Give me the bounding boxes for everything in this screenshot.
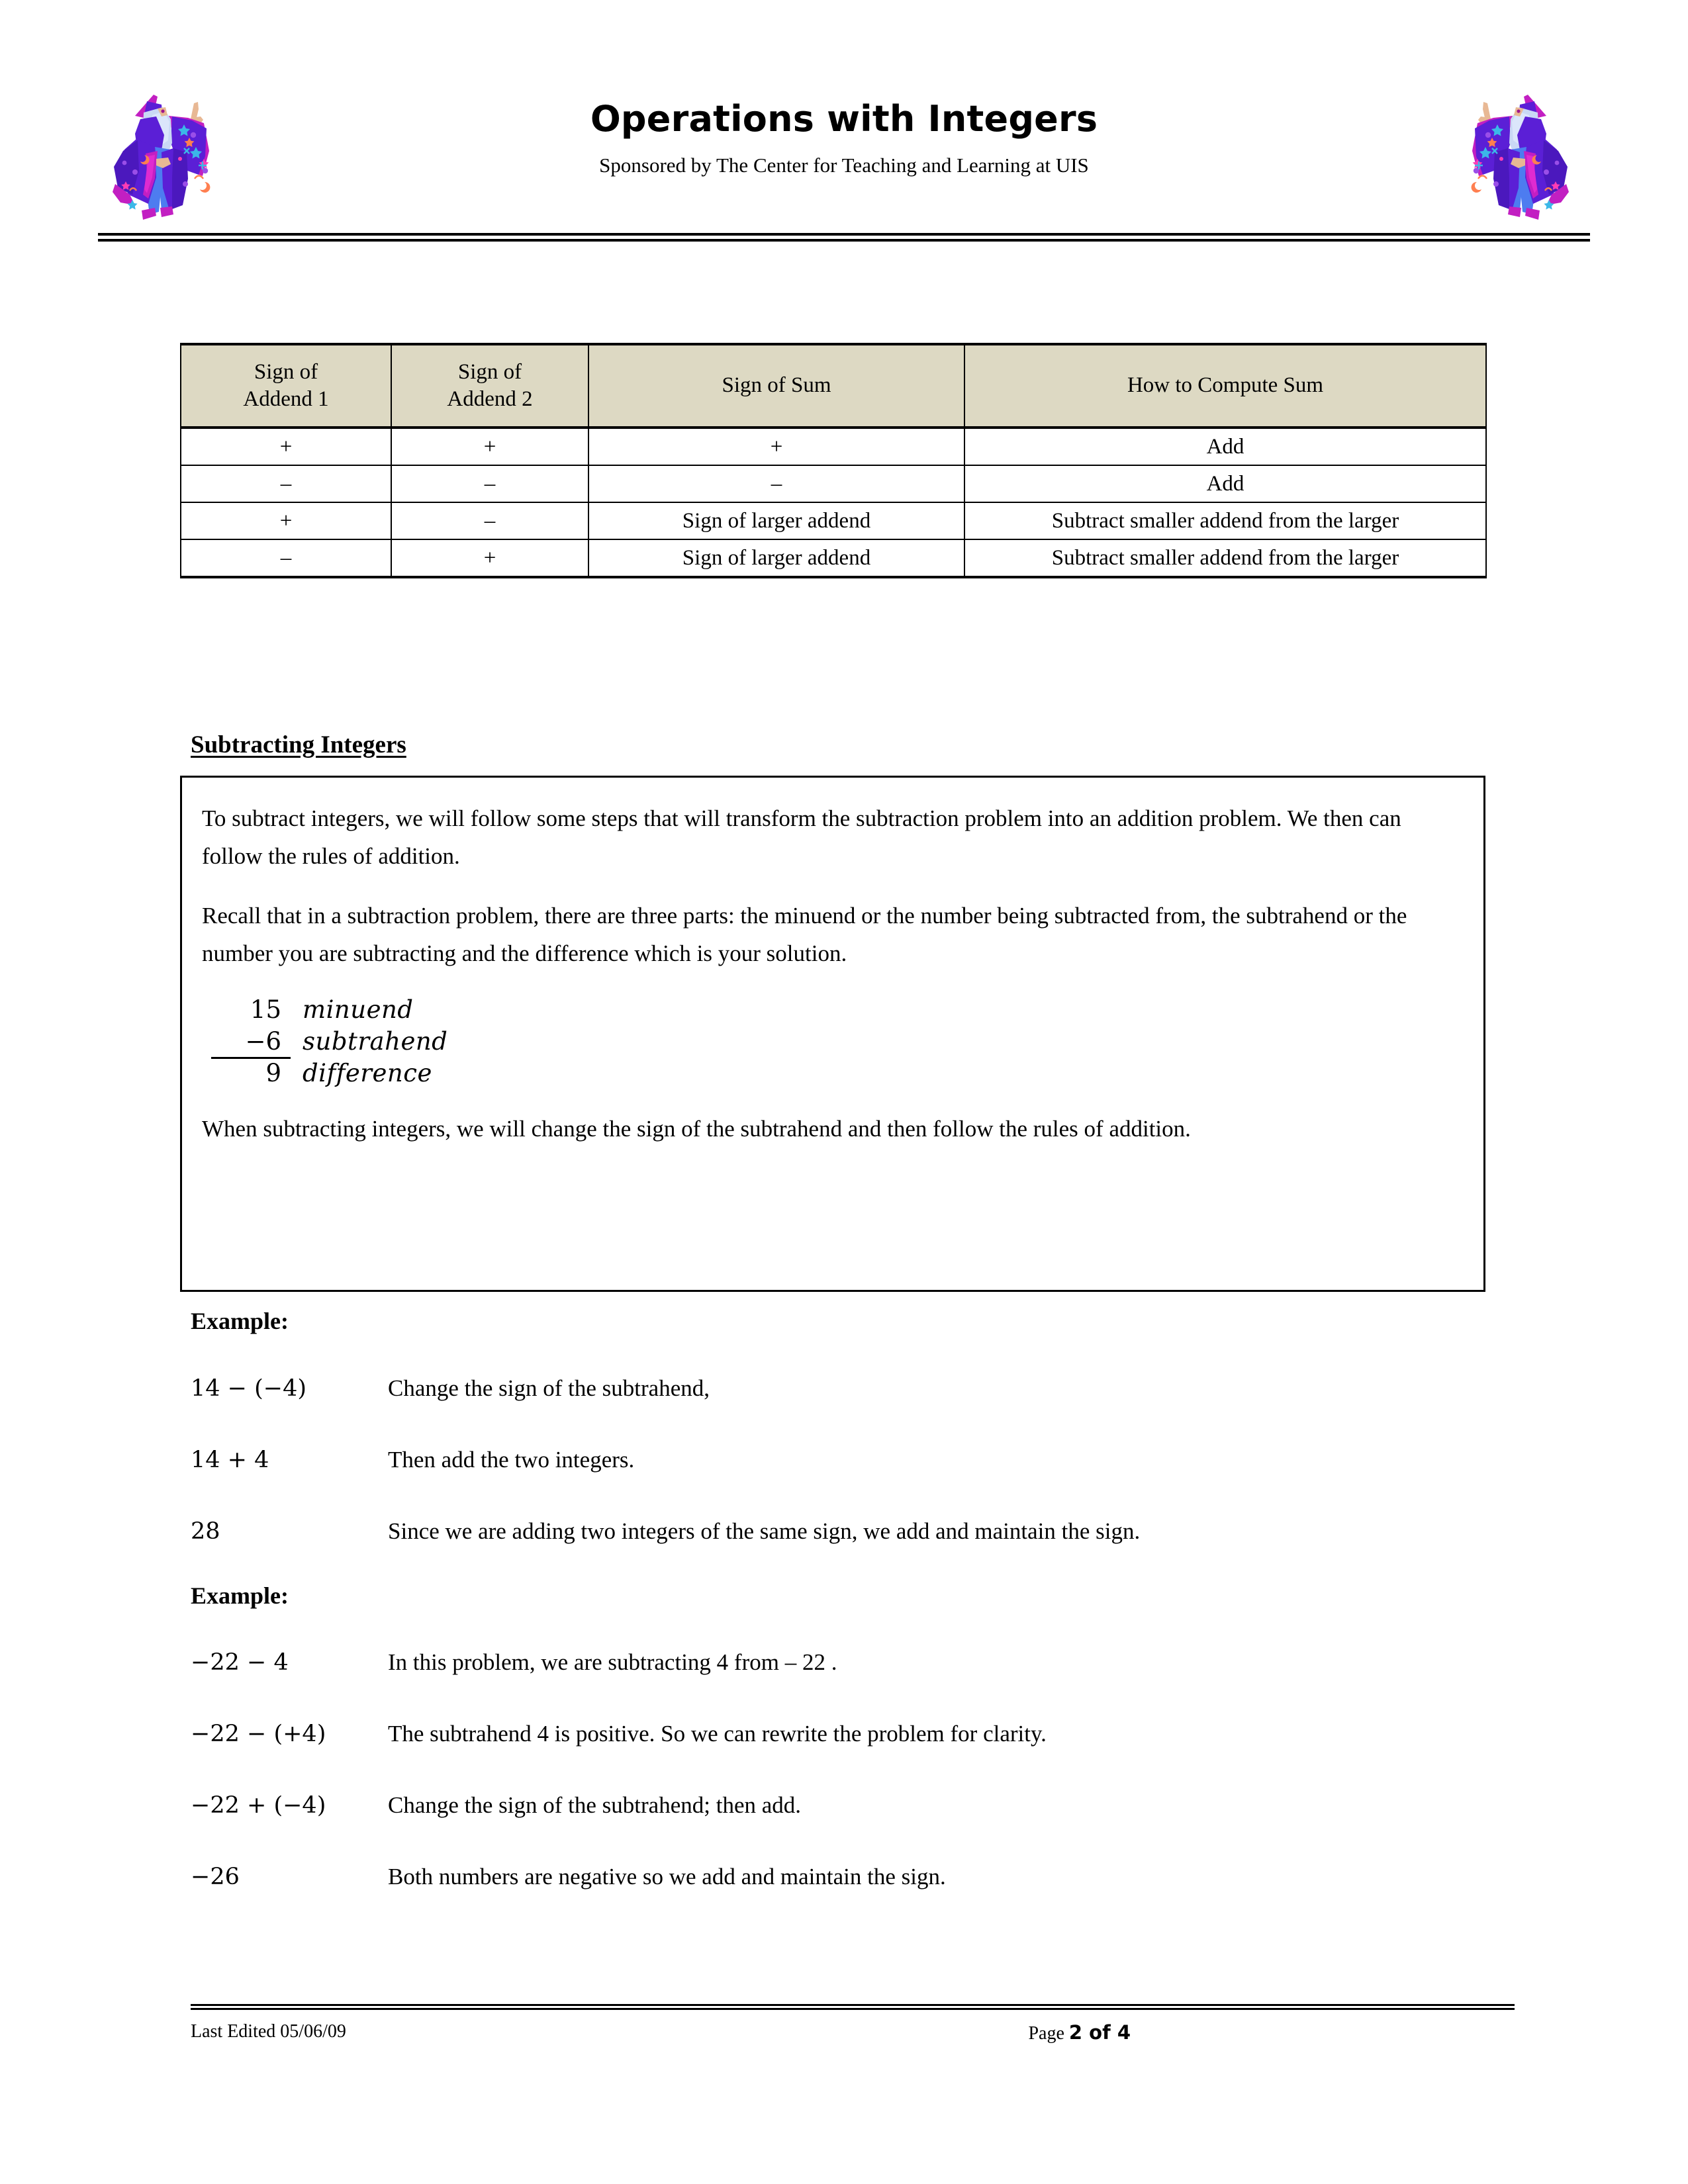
table-row bbox=[181, 502, 1486, 539]
stack-number-difference: 9 bbox=[265, 1058, 281, 1087]
cell-how-to-compute: Add bbox=[964, 465, 1486, 502]
rule-paragraph-1: To subtract integers, we will follow some steps that will transform the subtraction problem into an addition problem. We then can follow the rules of addition. bbox=[202, 805, 1401, 869]
cell-sign-of-sum: Sign of larger addend bbox=[588, 502, 964, 539]
cell-addend2: + bbox=[391, 428, 588, 465]
header-line-2: Addend 1 bbox=[243, 387, 329, 411]
footer-page-indicator bbox=[191, 2021, 1131, 2044]
cell-how-to-compute: Subtract smaller addend from the larger bbox=[964, 502, 1486, 539]
rule-paragraph-2: Recall that in a subtraction problem, there are three parts: the minuend or the number being subtracted from, the subtrahend or the number you are subtracting and the difference which is your solution. bbox=[202, 903, 1407, 967]
stack-number-subtrahend: −6 bbox=[211, 1027, 291, 1059]
example-2-label: Example: bbox=[191, 1582, 289, 1609]
stack-row-subtrahend bbox=[211, 1027, 1464, 1059]
cell-addend2: – bbox=[391, 465, 588, 502]
example-2-step-1-math: −22 − 4 bbox=[191, 1649, 289, 1676]
header-line-2: How to Compute Sum bbox=[1127, 373, 1324, 398]
example-2-step-4-math: −26 bbox=[191, 1864, 240, 1890]
column-header-sign-of-sum bbox=[588, 344, 964, 428]
cell-sign-of-sum: – bbox=[588, 465, 964, 502]
example-2-step-2 bbox=[191, 1721, 1488, 1747]
cell-addend1: + bbox=[181, 428, 391, 465]
cell-how-to-compute: Subtract smaller addend from the larger bbox=[964, 539, 1486, 577]
cell-addend1: – bbox=[181, 465, 391, 502]
example-1-label: Example: bbox=[191, 1308, 289, 1334]
cell-addend2: – bbox=[391, 502, 588, 539]
example-1-step-1 bbox=[191, 1375, 1488, 1402]
section-heading-subtracting-integers: Subtracting Integers bbox=[191, 731, 406, 758]
example-2-step-4-text: Both numbers are negative so we add and maintain the sign. bbox=[388, 1864, 946, 1889]
example-1-step-3-math: 28 bbox=[191, 1518, 220, 1545]
header-divider bbox=[98, 233, 1590, 242]
example-2-step-3-math: −22 + (−4) bbox=[191, 1792, 326, 1819]
subtraction-rules-box bbox=[180, 776, 1485, 1292]
column-header-how-to-compute bbox=[964, 344, 1486, 428]
example-1-step-1-math: 14 − (−4) bbox=[191, 1375, 307, 1402]
column-header-addend2 bbox=[391, 344, 588, 428]
footer-page-number: 2 of 4 bbox=[1068, 2021, 1131, 2044]
cell-sign-of-sum: + bbox=[588, 428, 964, 465]
subtraction-parts-stack bbox=[211, 995, 1464, 1091]
example-2-step-4 bbox=[191, 1864, 1488, 1890]
header-line-2: Addend 2 bbox=[447, 387, 533, 411]
page-subtitle: Sponsored by The Center for Teaching and Learning at UIS bbox=[599, 154, 1089, 177]
example-2-step-3-text: Change the sign of the subtrahend; then add. bbox=[388, 1792, 802, 1818]
cell-addend2: + bbox=[391, 539, 588, 577]
example-1-step-3-text: Since we are adding two integers of the same sign, we add and maintain the sign. bbox=[388, 1518, 1141, 1544]
wizard-icon bbox=[1443, 78, 1575, 230]
stack-label-subtrahend: subtrahend bbox=[303, 1026, 448, 1056]
example-1-step-2-text: Then add the two integers. bbox=[388, 1447, 635, 1473]
example-2-step-2-math: −22 − (+4) bbox=[191, 1721, 326, 1747]
header-line-1: Sign of bbox=[254, 359, 318, 384]
example-2-step-2-text: The subtrahend 4 is positive. So we can rewrite the problem for clarity. bbox=[388, 1721, 1047, 1747]
example-1-step-1-text: Change the sign of the subtrahend, bbox=[388, 1375, 710, 1401]
stack-label-minuend: minuend bbox=[303, 995, 414, 1024]
addition-sign-rules-table bbox=[180, 343, 1487, 578]
page-footer bbox=[191, 2021, 1515, 2061]
cell-how-to-compute: Add bbox=[964, 428, 1486, 465]
example-2-step-3 bbox=[191, 1792, 1488, 1819]
stack-label-difference: difference bbox=[303, 1058, 432, 1087]
footer-last-edited: Last Edited 05/06/09 bbox=[191, 2021, 346, 2042]
example-2-step-1 bbox=[191, 1649, 1488, 1676]
footer-page-prefix: Page bbox=[1028, 2023, 1069, 2044]
header-title-block bbox=[0, 99, 1688, 178]
example-1-step-2-math: 14 + 4 bbox=[191, 1447, 269, 1473]
header-line-1: Sign of bbox=[457, 359, 522, 384]
page-title: Operations with Integers bbox=[590, 98, 1098, 140]
rule-paragraph-3: When subtracting integers, we will change the sign of the subtrahend and then follow the rules of addition. bbox=[202, 1115, 1191, 1142]
stack-row-minuend bbox=[211, 995, 1464, 1027]
header-line-2: Sign of Sum bbox=[722, 373, 831, 398]
example-2-step-1-text: In this problem, we are subtracting 4 from – 22 . bbox=[388, 1649, 837, 1675]
page-header bbox=[0, 0, 1688, 251]
table-row bbox=[181, 465, 1486, 502]
stack-row-difference bbox=[211, 1059, 1464, 1091]
example-1-step-3 bbox=[191, 1518, 1488, 1545]
footer-divider bbox=[191, 2004, 1515, 2010]
column-header-addend1 bbox=[181, 344, 391, 428]
cell-addend1: + bbox=[181, 502, 391, 539]
cell-addend1: – bbox=[181, 539, 391, 577]
cell-sign-of-sum: Sign of larger addend bbox=[588, 539, 964, 577]
table-row bbox=[181, 428, 1486, 465]
table-row bbox=[181, 539, 1486, 577]
stack-number-minuend: 15 bbox=[250, 995, 281, 1024]
example-1-step-2 bbox=[191, 1447, 1488, 1473]
table-header-row bbox=[181, 344, 1486, 428]
